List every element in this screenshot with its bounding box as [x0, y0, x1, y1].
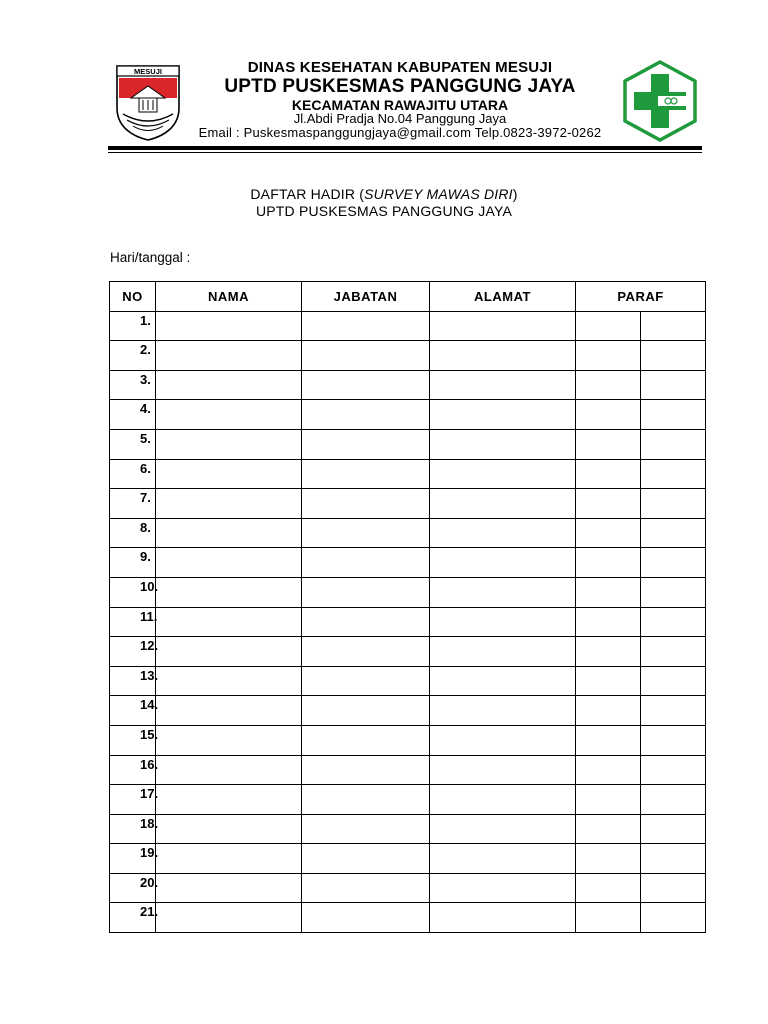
no-cell	[110, 873, 159, 903]
paraf-cell-left[interactable]	[576, 370, 641, 400]
paraf-cell-right[interactable]	[641, 311, 706, 341]
paraf-cell-left[interactable]	[576, 785, 641, 815]
nama-cell[interactable]	[156, 341, 302, 371]
alamat-cell[interactable]	[430, 696, 576, 726]
row-number: 1.	[140, 312, 151, 328]
paraf-cell-right[interactable]	[641, 577, 706, 607]
paraf-cell-left[interactable]	[576, 903, 641, 933]
no-cell	[110, 429, 156, 459]
nama-cell[interactable]	[156, 370, 302, 400]
table-row	[110, 341, 706, 371]
row-number: 14.	[140, 697, 159, 713]
alamat-cell[interactable]	[430, 903, 576, 933]
paraf-cell-left[interactable]	[576, 459, 641, 489]
alamat-cell[interactable]	[430, 873, 576, 903]
no-cell	[110, 696, 159, 726]
row-number: 4.	[140, 401, 151, 417]
nama-cell[interactable]	[156, 577, 302, 607]
paraf-cell-left[interactable]	[576, 311, 641, 341]
jabatan-cell[interactable]	[302, 429, 430, 459]
no-cell	[110, 341, 156, 371]
no-cell	[110, 311, 156, 341]
table-row	[110, 489, 706, 519]
jabatan-cell[interactable]	[302, 607, 430, 637]
paraf-cell-right[interactable]	[641, 400, 706, 430]
alamat-cell[interactable]	[430, 637, 576, 667]
mesuji-regency-emblem-icon	[113, 64, 183, 142]
paraf-cell-left[interactable]	[576, 429, 641, 459]
paraf-cell-right[interactable]	[641, 725, 706, 755]
date-label: Hari/tanggal :	[110, 250, 191, 265]
jabatan-cell[interactable]	[302, 518, 430, 548]
alamat-cell[interactable]	[430, 459, 576, 489]
paraf-cell-left[interactable]	[576, 844, 641, 874]
row-number: 6.	[140, 460, 151, 476]
table-row	[110, 785, 706, 815]
header-jabatan: JABATAN	[302, 282, 430, 312]
logo-text: MESUJI	[134, 67, 162, 76]
row-number: 17.	[140, 786, 159, 802]
paraf-cell-left[interactable]	[576, 577, 641, 607]
no-cell	[110, 755, 159, 785]
paraf-cell-left[interactable]	[576, 666, 641, 696]
no-cell	[110, 637, 159, 667]
jabatan-cell[interactable]	[302, 489, 430, 519]
table-row	[110, 607, 706, 637]
no-cell	[110, 844, 159, 874]
jabatan-cell[interactable]	[302, 696, 430, 726]
no-cell	[110, 785, 159, 815]
attendance-table	[109, 281, 706, 933]
paraf-cell-right[interactable]	[641, 666, 706, 696]
jabatan-cell[interactable]	[302, 903, 430, 933]
alamat-cell[interactable]	[430, 311, 576, 341]
header-paraf: PARAF	[576, 282, 706, 312]
paraf-cell-left[interactable]	[576, 814, 641, 844]
table-row	[110, 311, 706, 341]
nama-cell[interactable]	[156, 903, 302, 933]
table-row	[110, 903, 706, 933]
table-row	[110, 844, 706, 874]
row-number: 16.	[140, 756, 159, 772]
nama-cell[interactable]	[156, 755, 302, 785]
row-number: 9.	[140, 549, 151, 565]
nama-cell[interactable]	[156, 518, 302, 548]
row-number: 10.	[140, 578, 159, 594]
table-row	[110, 814, 706, 844]
jabatan-cell[interactable]	[302, 400, 430, 430]
row-number: 8.	[140, 519, 151, 535]
nama-cell[interactable]	[156, 696, 302, 726]
table-row	[110, 873, 706, 903]
puskesmas-green-cross-icon	[622, 60, 698, 142]
paraf-cell-left[interactable]	[576, 607, 641, 637]
nama-cell[interactable]	[156, 637, 302, 667]
paraf-cell-right[interactable]	[641, 607, 706, 637]
jabatan-cell[interactable]	[302, 370, 430, 400]
nama-cell[interactable]	[156, 429, 302, 459]
nama-cell[interactable]	[156, 459, 302, 489]
no-cell	[110, 489, 156, 519]
paraf-cell-right[interactable]	[641, 814, 706, 844]
paraf-cell-right[interactable]	[641, 844, 706, 874]
paraf-cell-right[interactable]	[641, 341, 706, 371]
nama-cell[interactable]	[156, 311, 302, 341]
paraf-cell-left[interactable]	[576, 489, 641, 519]
alamat-cell[interactable]	[430, 548, 576, 578]
no-cell	[110, 903, 159, 933]
row-number: 15.	[140, 726, 159, 742]
paraf-cell-left[interactable]	[576, 637, 641, 667]
nama-cell[interactable]	[156, 785, 302, 815]
jabatan-cell[interactable]	[302, 666, 430, 696]
jabatan-cell[interactable]	[302, 755, 430, 785]
row-number: 18.	[140, 815, 159, 831]
nama-cell[interactable]	[156, 666, 302, 696]
row-number: 11.	[140, 608, 158, 624]
nama-cell[interactable]	[156, 400, 302, 430]
jabatan-cell[interactable]	[302, 844, 430, 874]
jabatan-cell[interactable]	[302, 577, 430, 607]
row-number: 12.	[140, 638, 159, 654]
paraf-cell-right[interactable]	[641, 696, 706, 726]
jabatan-cell[interactable]	[302, 459, 430, 489]
alamat-cell[interactable]	[430, 814, 576, 844]
alamat-cell[interactable]	[430, 489, 576, 519]
row-number: 21.	[140, 904, 159, 920]
paraf-cell-right[interactable]	[641, 548, 706, 578]
paraf-cell-right[interactable]	[641, 489, 706, 519]
jabatan-cell[interactable]	[302, 873, 430, 903]
table-row	[110, 637, 706, 667]
header-divider-thin	[108, 152, 702, 153]
row-number: 13.	[140, 667, 159, 683]
row-number: 3.	[140, 371, 151, 387]
paraf-cell-right[interactable]	[641, 785, 706, 815]
alamat-cell[interactable]	[430, 370, 576, 400]
no-cell	[110, 577, 159, 607]
row-number: 2.	[140, 342, 151, 358]
no-cell	[110, 725, 159, 755]
no-cell	[110, 459, 156, 489]
no-cell	[110, 370, 156, 400]
jabatan-cell[interactable]	[302, 814, 430, 844]
alamat-cell[interactable]	[430, 577, 576, 607]
paraf-cell-left[interactable]	[576, 755, 641, 785]
nama-cell[interactable]	[156, 725, 302, 755]
table-row	[110, 400, 706, 430]
table-row	[110, 725, 706, 755]
alamat-cell[interactable]	[430, 429, 576, 459]
table-row	[110, 370, 706, 400]
no-cell	[110, 548, 156, 578]
nama-cell[interactable]	[156, 873, 302, 903]
table-row	[110, 577, 706, 607]
table-row	[110, 459, 706, 489]
paraf-cell-left[interactable]	[576, 696, 641, 726]
no-cell	[110, 814, 159, 844]
no-cell	[110, 400, 156, 430]
table-row	[110, 429, 706, 459]
nama-cell[interactable]	[156, 548, 302, 578]
row-number: 7.	[140, 490, 151, 506]
jabatan-cell[interactable]	[302, 548, 430, 578]
paraf-cell-right[interactable]	[641, 459, 706, 489]
paraf-cell-left[interactable]	[576, 400, 641, 430]
jabatan-cell[interactable]	[302, 637, 430, 667]
header-district: KECAMATAN RAWAJITU UTARA	[291, 97, 509, 113]
alamat-cell[interactable]	[430, 725, 576, 755]
paraf-cell-left[interactable]	[576, 341, 641, 371]
jabatan-cell[interactable]	[302, 725, 430, 755]
paraf-cell-right[interactable]	[641, 755, 706, 785]
table-row	[110, 548, 706, 578]
paraf-cell-left[interactable]	[576, 873, 641, 903]
alamat-cell[interactable]	[430, 666, 576, 696]
paraf-cell-right[interactable]	[641, 429, 706, 459]
row-number: 20.	[140, 874, 159, 890]
alamat-cell[interactable]	[430, 755, 576, 785]
paraf-cell-left[interactable]	[576, 725, 641, 755]
alamat-cell[interactable]	[430, 400, 576, 430]
alamat-cell[interactable]	[430, 341, 576, 371]
document-title: DAFTAR HADIR (SURVEY MAWAS DIRI)	[250, 186, 518, 202]
row-number: 5.	[140, 430, 151, 446]
paraf-cell-right[interactable]	[641, 637, 706, 667]
nama-cell[interactable]	[156, 814, 302, 844]
document-subtitle: UPTD PUSKESMAS PANGGUNG JAYA	[255, 203, 513, 219]
no-cell	[110, 607, 156, 637]
table-row	[110, 518, 706, 548]
table-row	[110, 666, 706, 696]
header-nama: NAMA	[156, 282, 302, 312]
jabatan-cell[interactable]	[302, 785, 430, 815]
nama-cell[interactable]	[156, 489, 302, 519]
header-divider	[108, 146, 702, 150]
no-cell	[110, 666, 159, 696]
table-row	[110, 755, 706, 785]
alamat-cell[interactable]	[430, 518, 576, 548]
jabatan-cell[interactable]	[302, 341, 430, 371]
header-contact: Email : Puskesmaspanggungjaya@gmail.com Telp.0823-3972-0262	[198, 125, 602, 140]
header-agency: DINAS KESEHATAN KABUPATEN MESUJI	[247, 59, 553, 76]
nama-cell[interactable]	[156, 844, 302, 874]
nama-cell[interactable]	[156, 607, 302, 637]
table-header-row	[110, 282, 706, 312]
table-row	[110, 696, 706, 726]
paraf-cell-left[interactable]	[576, 548, 641, 578]
no-cell	[110, 518, 156, 548]
alamat-cell[interactable]	[430, 607, 576, 637]
header-alamat: ALAMAT	[430, 282, 576, 312]
header-institution: UPTD PUSKESMAS PANGGUNG JAYA	[224, 76, 576, 97]
paraf-cell-right[interactable]	[641, 873, 706, 903]
header-no: NO	[110, 282, 156, 312]
alamat-cell[interactable]	[430, 844, 576, 874]
paraf-cell-right[interactable]	[641, 518, 706, 548]
paraf-cell-right[interactable]	[641, 370, 706, 400]
row-number: 19.	[140, 845, 159, 861]
paraf-cell-right[interactable]	[641, 903, 706, 933]
header-address: Jl.Abdi Pradja No.04 Panggung Jaya	[293, 111, 507, 126]
alamat-cell[interactable]	[430, 785, 576, 815]
paraf-cell-left[interactable]	[576, 518, 641, 548]
jabatan-cell[interactable]	[302, 311, 430, 341]
